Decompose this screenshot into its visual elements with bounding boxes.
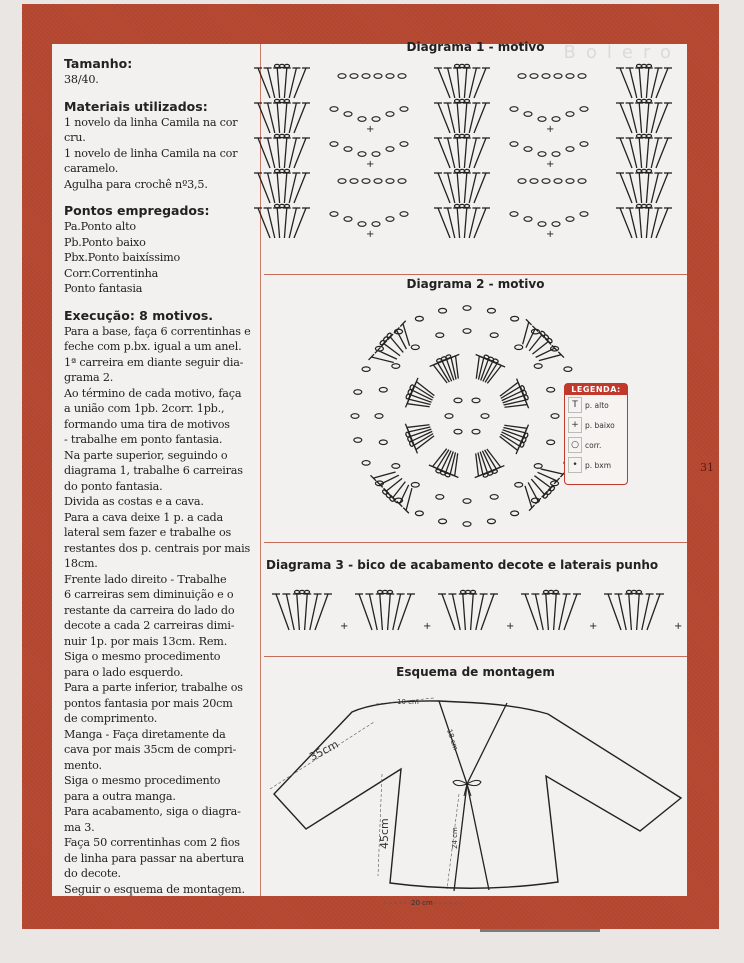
text-line: 38/40. bbox=[64, 73, 99, 86]
single-stitch: + bbox=[423, 621, 432, 632]
diagram-1-chart bbox=[264, 58, 687, 258]
text-line: grama 2. bbox=[64, 371, 114, 384]
chain-stitch bbox=[551, 414, 559, 419]
scheme-title: Esquema de montagem bbox=[396, 665, 555, 679]
chain-stitch bbox=[454, 429, 462, 434]
chain-stitch bbox=[330, 212, 338, 217]
single-stitch: + bbox=[546, 159, 555, 170]
text-line: Para a base, faça 6 correntinhas e bbox=[64, 324, 251, 338]
text-line: para o lado esquerdo. bbox=[64, 665, 184, 679]
text-line: 1 novelo da linha Camila na cor bbox=[64, 115, 238, 129]
slip-stitch-icon: • bbox=[568, 457, 582, 473]
chain-stitch bbox=[564, 367, 572, 372]
chain-stitch bbox=[518, 74, 526, 79]
materials-section bbox=[64, 99, 260, 193]
chain-stitch bbox=[542, 74, 550, 79]
chain-stitch bbox=[362, 461, 370, 466]
chain-stitch bbox=[344, 112, 352, 117]
execution-heading: Execução: 8 motivos. bbox=[64, 307, 214, 323]
column-divider bbox=[260, 44, 261, 896]
fan-stitch-group bbox=[434, 134, 490, 168]
text-line: Faça 50 correntinhas com 2 fios bbox=[64, 836, 240, 849]
stitches-heading: Pontos empregados: bbox=[64, 203, 210, 218]
chain-stitch bbox=[534, 464, 542, 469]
text-line: 6 carreiras sem diminuição e o bbox=[64, 588, 234, 601]
dim-front-opening: 24 cm bbox=[451, 827, 459, 849]
chain-stitch bbox=[566, 217, 574, 222]
materials-text bbox=[64, 115, 260, 193]
assembly-scheme bbox=[264, 684, 687, 907]
chain-stitch bbox=[358, 117, 366, 122]
legend-label: corr. bbox=[585, 440, 602, 450]
chain-stitch bbox=[386, 74, 394, 79]
text-line: restantes dos p. centrais por mais bbox=[64, 541, 251, 555]
fan-stitch-group bbox=[616, 99, 672, 133]
text-line: Para a cava deixe 1 p. a cada bbox=[64, 510, 223, 524]
size-text bbox=[64, 72, 260, 88]
chain-stitch bbox=[338, 74, 346, 79]
stitches-text bbox=[64, 219, 260, 297]
chain-stitch bbox=[463, 306, 471, 311]
petal-group bbox=[427, 445, 466, 481]
fan-stitch-group bbox=[355, 590, 415, 630]
fan-stitch-group bbox=[434, 204, 490, 238]
divider-3 bbox=[264, 656, 687, 657]
petal-group bbox=[428, 351, 467, 387]
chain-stitch bbox=[372, 152, 380, 157]
garment-outline bbox=[274, 701, 681, 888]
chain-stitch bbox=[400, 212, 408, 217]
chain-stitch bbox=[354, 390, 362, 395]
single-stitch-icon: + bbox=[568, 417, 582, 433]
chain-stitch bbox=[580, 142, 588, 147]
chain-stitch bbox=[530, 179, 538, 184]
text-line: Para a parte inferior, trabalhe os bbox=[64, 681, 243, 694]
chain-stitch bbox=[379, 387, 387, 392]
text-line: Siga o mesmo procedimento bbox=[64, 650, 221, 663]
text-line: nuir 1p. por mais 13cm. Rem. bbox=[64, 634, 228, 648]
chain-stitch bbox=[580, 107, 588, 112]
text-line: cru. bbox=[64, 131, 86, 144]
text-line: Para acabamento, siga o diagra- bbox=[64, 805, 241, 818]
chain-stitch bbox=[530, 74, 538, 79]
petal-group bbox=[402, 376, 438, 415]
petal-group bbox=[496, 377, 532, 416]
text-line: ma 3. bbox=[64, 820, 95, 834]
single-stitch: + bbox=[674, 621, 683, 632]
chain-stitch bbox=[578, 179, 586, 184]
fan-stitch-group bbox=[402, 415, 438, 454]
fan-stitch-group bbox=[466, 445, 505, 481]
text-line: para a outra manga. bbox=[64, 789, 176, 803]
legend-item-p-baixo bbox=[565, 415, 627, 435]
chain-stitch bbox=[515, 482, 523, 487]
chain-stitch bbox=[362, 179, 370, 184]
dim-shoulder: 10 cm bbox=[397, 698, 419, 706]
dim-neck-depth: 18 cm bbox=[445, 728, 460, 752]
legend-box bbox=[564, 383, 628, 485]
chain-stitch bbox=[415, 316, 423, 321]
text-line: Manga - Faça diretamente da bbox=[64, 727, 226, 741]
text-line: diagrama 1, trabalhe 6 carreiras bbox=[64, 464, 243, 477]
chain-stitch bbox=[552, 152, 560, 157]
fan-stitch-group bbox=[438, 590, 498, 630]
single-stitch: + bbox=[366, 159, 375, 170]
chain-stitch bbox=[398, 74, 406, 79]
legend-title: LEGENDA: bbox=[565, 384, 627, 395]
single-stitch: + bbox=[340, 621, 349, 632]
chain-stitch bbox=[463, 522, 471, 527]
chain-stitch bbox=[372, 222, 380, 227]
fan-stitch-group bbox=[254, 134, 310, 168]
corner-fan-group bbox=[368, 461, 423, 516]
fan-stitch-group bbox=[434, 64, 490, 98]
chain-stitch bbox=[534, 364, 542, 369]
fan-stitch-group bbox=[254, 204, 310, 238]
text-line: decote a cada 2 carreiras dimi- bbox=[64, 619, 235, 632]
chain-stitch bbox=[566, 147, 574, 152]
text-line: 1 novelo de linha Camila na cor bbox=[64, 146, 238, 160]
divider-2 bbox=[264, 542, 687, 543]
instructions-column bbox=[64, 56, 260, 908]
text-line: caramelo. bbox=[64, 162, 119, 175]
diagram-3-title: Diagrama 3 - bico de acabamento decote e laterais punho bbox=[266, 558, 659, 572]
chain-stitch-icon: ○ bbox=[568, 437, 582, 453]
chain-stitch bbox=[344, 217, 352, 222]
diagram-3-chart bbox=[264, 578, 687, 638]
chain-stitch bbox=[547, 387, 555, 392]
chain-stitch bbox=[481, 414, 489, 419]
chain-stitch bbox=[566, 179, 574, 184]
page-number: 31 bbox=[700, 461, 714, 474]
fan-stitch-group bbox=[428, 351, 467, 387]
chain-stitch bbox=[374, 74, 382, 79]
fan-stitch-group bbox=[467, 351, 506, 387]
text-line: Ponto fantasia bbox=[64, 282, 143, 295]
fan-stitch-group bbox=[496, 377, 532, 416]
text-line: Divida as costas e a cava. bbox=[64, 495, 204, 508]
execution-section bbox=[64, 308, 260, 898]
fan-stitch-group bbox=[368, 461, 423, 516]
chain-stitch bbox=[542, 179, 550, 184]
text-line: a união com 1pb. 2corr. 1pb., bbox=[64, 402, 225, 415]
text-line: 1ª carreira em diante seguir dia- bbox=[64, 355, 244, 369]
chain-stitch bbox=[344, 147, 352, 152]
diagram-1-title: Diagrama 1 - motivo bbox=[406, 40, 545, 54]
text-line: Frente lado direito - Trabalhe bbox=[64, 572, 227, 586]
chain-stitch bbox=[547, 440, 555, 445]
chain-stitch bbox=[445, 414, 453, 419]
text-line: Ao término de cada motivo, faça bbox=[64, 386, 242, 400]
chain-stitch bbox=[436, 333, 444, 338]
size-section bbox=[64, 56, 260, 88]
chain-stitch bbox=[463, 499, 471, 504]
single-stitch: + bbox=[546, 124, 555, 135]
chain-stitch bbox=[454, 398, 462, 403]
chain-stitch bbox=[511, 511, 519, 516]
chain-stitch bbox=[386, 112, 394, 117]
chain-stitch bbox=[510, 142, 518, 147]
chain-stitch bbox=[362, 367, 370, 372]
dim-side-length: 45cm bbox=[378, 818, 391, 849]
fan-stitch-group bbox=[521, 590, 581, 630]
fan-stitch-group bbox=[604, 590, 664, 630]
text-line: 18cm. bbox=[64, 557, 98, 570]
chain-stitch bbox=[392, 464, 400, 469]
text-line: Agulha para crochê nº3,5. bbox=[64, 177, 208, 191]
text-line: de linha para passar na abertura bbox=[64, 851, 244, 865]
text-line: do decote. bbox=[64, 867, 121, 880]
chain-stitch bbox=[566, 112, 574, 117]
text-line: Pb.Ponto baixo bbox=[64, 235, 146, 249]
chain-stitch bbox=[386, 147, 394, 152]
single-stitch: + bbox=[589, 621, 598, 632]
chain-stitch bbox=[386, 179, 394, 184]
fan-stitch-group bbox=[272, 590, 332, 630]
chain-stitch bbox=[330, 107, 338, 112]
size-heading: Tamanho: bbox=[64, 56, 133, 71]
chain-stitch bbox=[392, 364, 400, 369]
legend-item-corr bbox=[565, 435, 627, 455]
fan-stitch-group bbox=[616, 134, 672, 168]
fan-stitch-group bbox=[427, 445, 466, 481]
chain-stitch bbox=[578, 74, 586, 79]
single-stitch: + bbox=[366, 229, 375, 240]
chain-stitch bbox=[350, 74, 358, 79]
text-line: - trabalhe em ponto fantasia. bbox=[64, 433, 223, 446]
watermark-text: Bolero bbox=[563, 42, 681, 63]
petal-group bbox=[496, 416, 532, 455]
chain-stitch bbox=[379, 440, 387, 445]
chain-stitch bbox=[362, 74, 370, 79]
text-line: Siga o mesmo procedimento bbox=[64, 774, 221, 787]
chain-stitch bbox=[490, 333, 498, 338]
chain-stitch bbox=[552, 117, 560, 122]
chain-stitch bbox=[554, 179, 562, 184]
text-line: feche com p.bx. igual a um anel. bbox=[64, 340, 242, 353]
legend-label: p. baixo bbox=[585, 420, 615, 430]
page-edge-shadow bbox=[480, 929, 600, 932]
fan-stitch-group bbox=[496, 416, 532, 455]
stitches-section bbox=[64, 203, 260, 297]
chain-stitch bbox=[552, 222, 560, 227]
chain-stitch bbox=[487, 308, 495, 313]
text-line: Seguir o esquema de montagem. bbox=[64, 882, 245, 896]
chain-stitch bbox=[439, 519, 447, 524]
chain-stitch bbox=[538, 222, 546, 227]
diagram-2-title: Diagrama 2 - motivo bbox=[406, 277, 545, 291]
chain-stitch bbox=[330, 142, 338, 147]
text-line: mento. bbox=[64, 758, 102, 772]
chain-stitch bbox=[398, 179, 406, 184]
chain-stitch bbox=[538, 152, 546, 157]
legend-item-p-alto bbox=[565, 395, 627, 415]
materials-heading: Materiais utilizados: bbox=[64, 98, 208, 114]
chain-stitch bbox=[354, 438, 362, 443]
petal-group bbox=[466, 445, 505, 481]
petal-group bbox=[402, 415, 438, 454]
front-opening-right bbox=[467, 703, 507, 890]
text-line: do ponto fantasia. bbox=[64, 479, 163, 493]
chain-stitch bbox=[400, 107, 408, 112]
execution-text bbox=[64, 324, 260, 898]
chain-stitch bbox=[524, 147, 532, 152]
chain-stitch bbox=[374, 179, 382, 184]
chain-stitch bbox=[375, 414, 383, 419]
text-line: Na parte superior, seguindo o bbox=[64, 448, 228, 462]
chain-stitch bbox=[436, 495, 444, 500]
fan-stitch-group bbox=[616, 64, 672, 98]
text-line: Pbx.Ponto baixíssimo bbox=[64, 251, 181, 264]
diagram-2-chart bbox=[342, 296, 592, 531]
chain-stitch bbox=[472, 398, 480, 403]
chain-stitch bbox=[554, 74, 562, 79]
chain-stitch bbox=[487, 519, 495, 524]
treble-stitch-icon: T bbox=[568, 397, 582, 413]
fan-stitch-group bbox=[434, 99, 490, 133]
chain-stitch bbox=[386, 217, 394, 222]
chain-stitch bbox=[524, 112, 532, 117]
chain-stitch bbox=[358, 222, 366, 227]
chain-stitch bbox=[566, 74, 574, 79]
chain-stitch bbox=[510, 107, 518, 112]
fan-stitch-group bbox=[254, 99, 310, 133]
chain-stitch bbox=[415, 511, 423, 516]
petal-group bbox=[467, 351, 506, 387]
chain-stitch bbox=[524, 217, 532, 222]
chain-stitch bbox=[411, 345, 419, 350]
chain-stitch bbox=[518, 179, 526, 184]
fan-stitch-group bbox=[254, 169, 310, 203]
chain-stitch bbox=[411, 482, 419, 487]
fan-stitch-group bbox=[616, 169, 672, 203]
chain-stitch bbox=[351, 414, 359, 419]
chain-stitch bbox=[338, 179, 346, 184]
fan-stitch-group bbox=[254, 64, 310, 98]
text-line: Corr.Correntinha bbox=[64, 266, 159, 280]
fan-stitch-group bbox=[402, 376, 438, 415]
dim-bottom: 20 cm bbox=[411, 899, 433, 907]
text-line: Pa.Ponto alto bbox=[64, 220, 136, 233]
dim-sleeve: 35cm bbox=[307, 737, 341, 764]
text-line: de comprimento. bbox=[64, 712, 158, 725]
divider-1 bbox=[264, 274, 687, 275]
fan-stitch-group bbox=[434, 169, 490, 203]
chain-stitch bbox=[463, 329, 471, 334]
text-line: restante da carreira do lado do bbox=[64, 603, 235, 617]
chain-stitch bbox=[372, 117, 380, 122]
text-line: formando uma tira de motivos bbox=[64, 417, 230, 431]
text-line: pontos fantasia por mais 20cm bbox=[64, 696, 233, 710]
single-stitch: + bbox=[546, 229, 555, 240]
chain-stitch bbox=[538, 117, 546, 122]
single-stitch: + bbox=[366, 124, 375, 135]
legend-item-p-bxm bbox=[565, 455, 627, 475]
chain-stitch bbox=[490, 495, 498, 500]
text-line: lateral sem fazer e trabalhe os bbox=[64, 526, 232, 539]
chain-stitch bbox=[358, 152, 366, 157]
legend-label: p. bxm bbox=[585, 460, 612, 470]
chain-stitch bbox=[400, 142, 408, 147]
chain-stitch bbox=[472, 429, 480, 434]
legend-label: p. alto bbox=[585, 400, 609, 410]
chain-stitch bbox=[580, 212, 588, 217]
chain-stitch bbox=[515, 345, 523, 350]
chain-stitch bbox=[439, 308, 447, 313]
chain-stitch bbox=[350, 179, 358, 184]
chain-stitch bbox=[510, 212, 518, 217]
text-line: cava por mais 35cm de compri- bbox=[64, 743, 237, 756]
fan-stitch-group bbox=[616, 204, 672, 238]
single-stitch: + bbox=[506, 621, 515, 632]
chain-stitch bbox=[511, 316, 519, 321]
